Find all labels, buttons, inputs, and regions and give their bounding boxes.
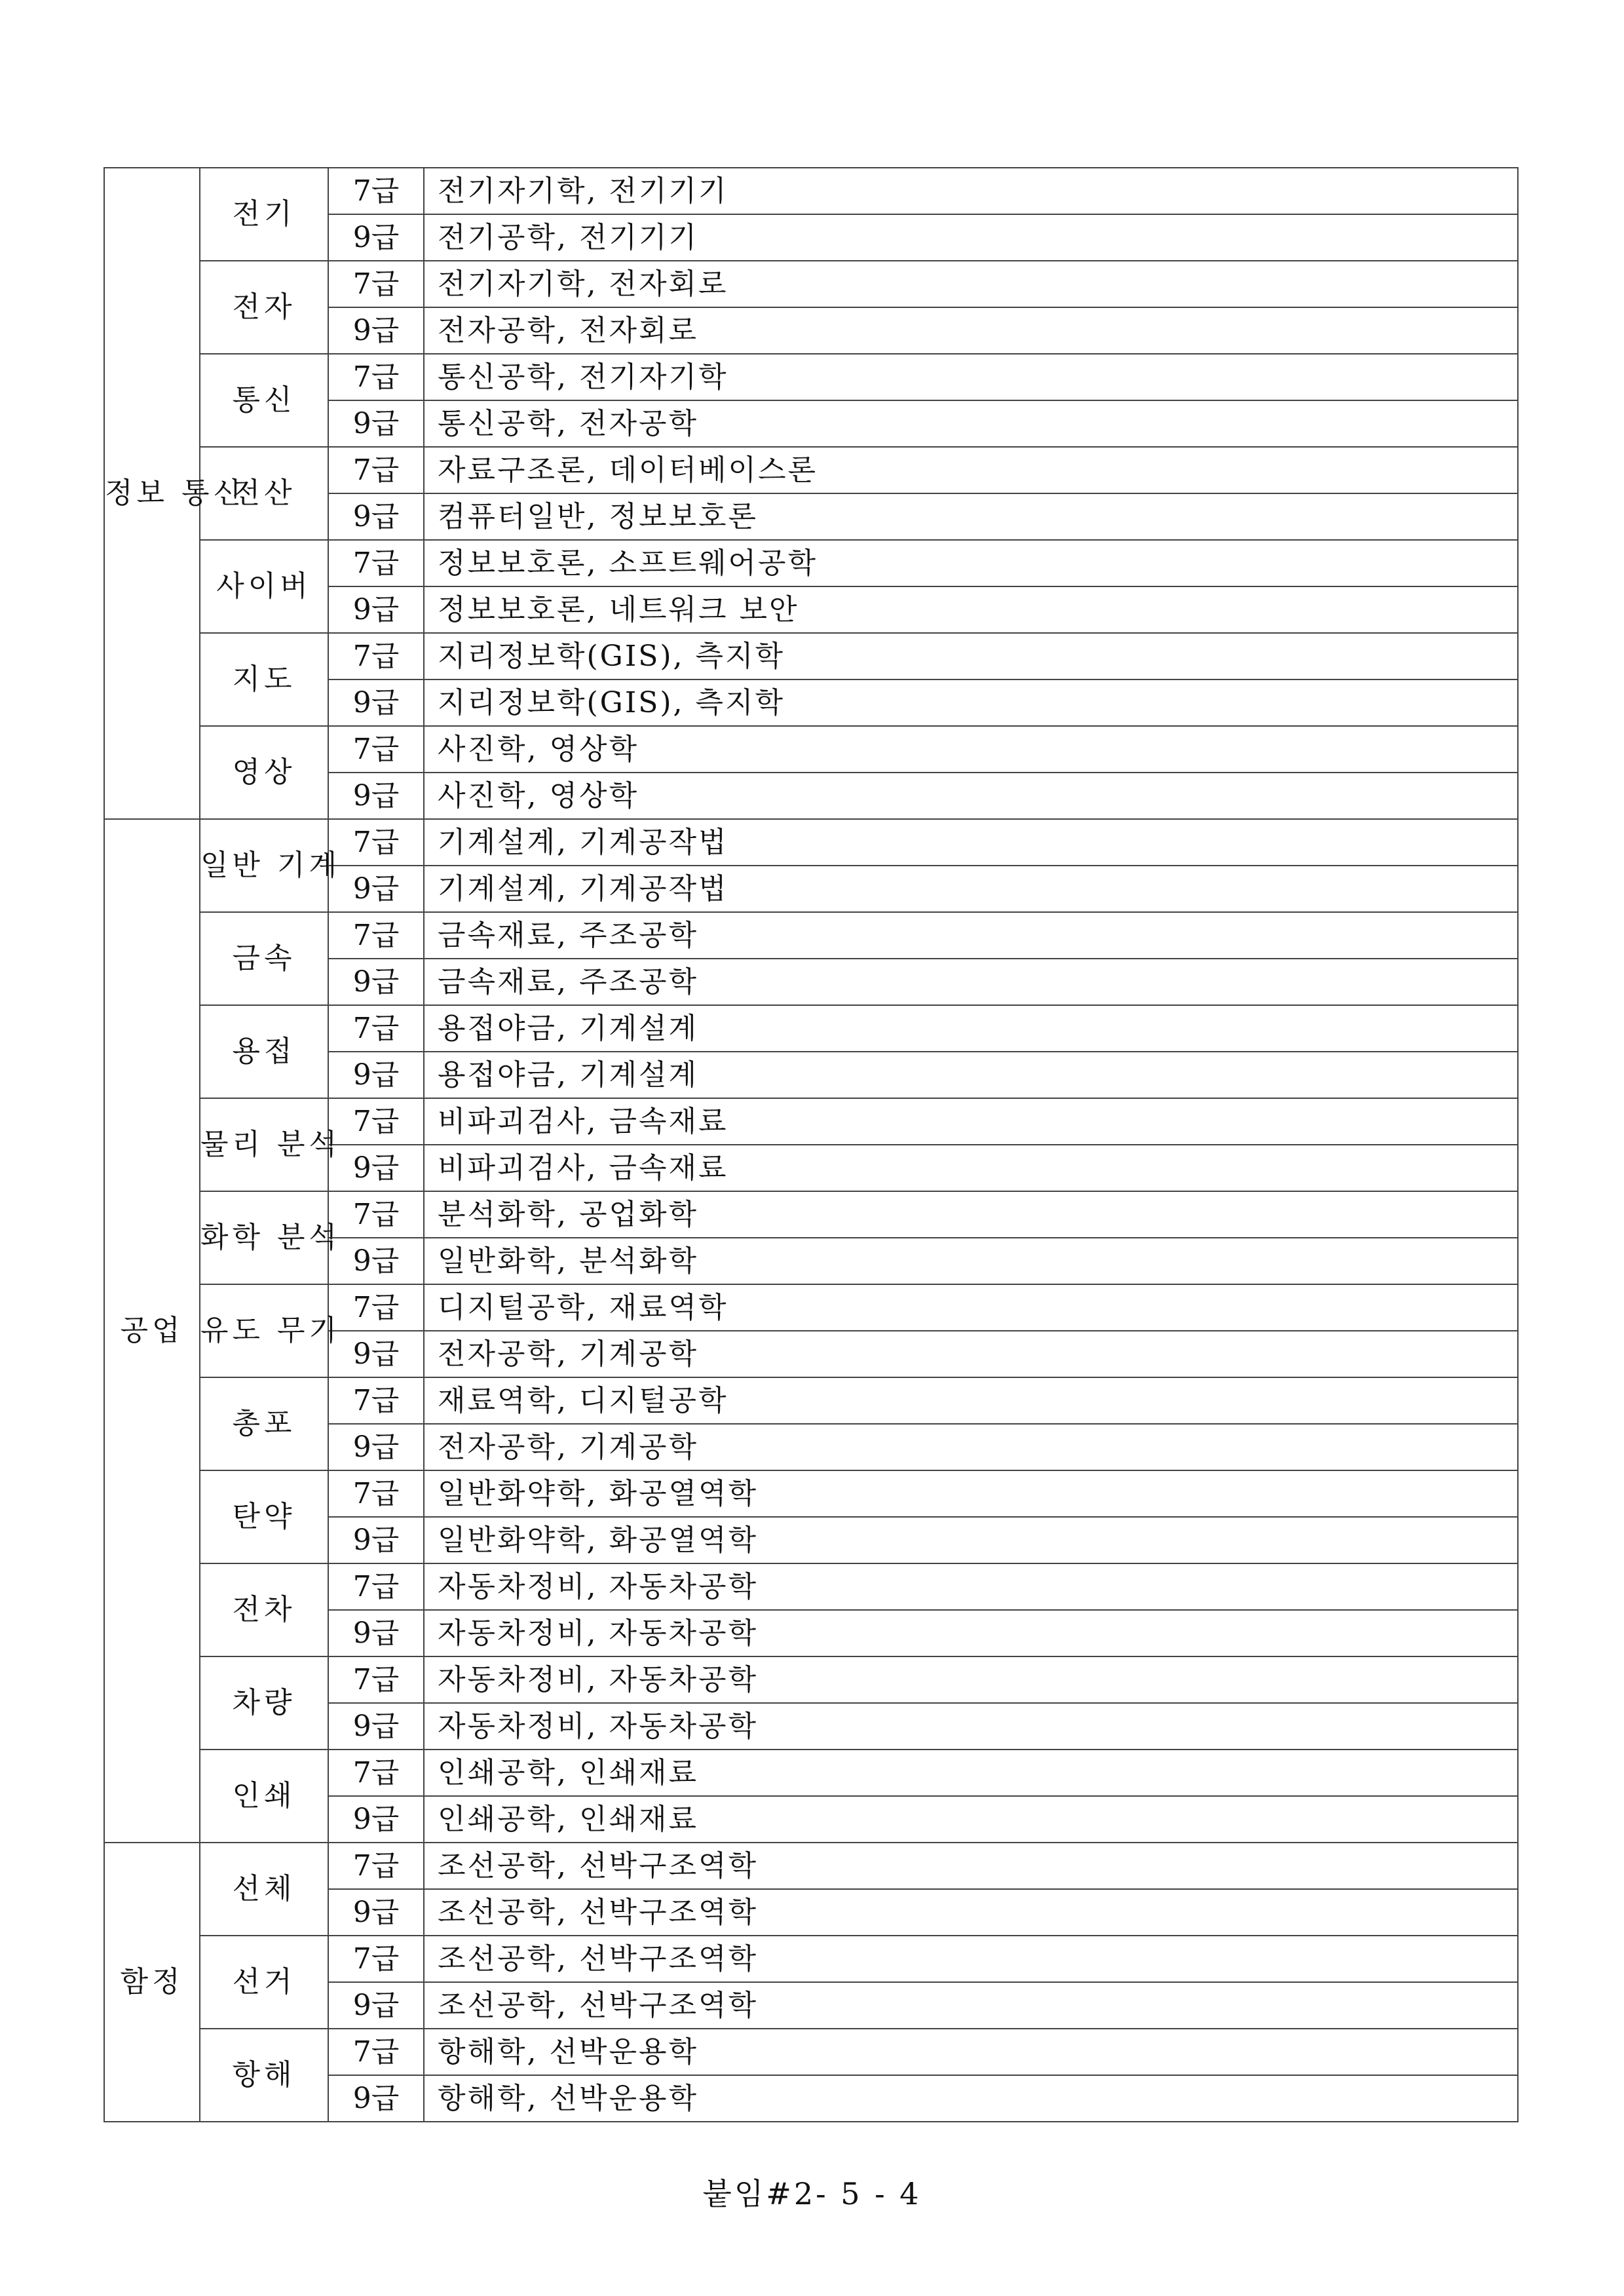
grade-cell: 7급 xyxy=(328,819,424,866)
grade-cell: 9급 xyxy=(328,959,424,1005)
table-row xyxy=(104,168,1518,214)
grade-cell: 9급 xyxy=(328,1052,424,1098)
grade-cell: 7급 xyxy=(328,912,424,959)
table-row xyxy=(104,540,1518,586)
grade-cell: 7급 xyxy=(328,1098,424,1145)
table-row xyxy=(104,912,1518,959)
field-cell: 전기 xyxy=(200,168,328,261)
subjects-cell: 용접야금, 기계설계 xyxy=(424,1005,1518,1052)
subjects-cell: 정보보호론, 네트워크 보안 xyxy=(424,586,1518,633)
grade-cell: 7급 xyxy=(328,1005,424,1052)
field-cell: 전산 xyxy=(200,447,328,540)
subjects-cell: 전기공학, 전기기기 xyxy=(424,214,1518,261)
grade-cell: 9급 xyxy=(328,307,424,354)
table-row xyxy=(104,1563,1518,1610)
field-cell: 선거 xyxy=(200,1936,328,2029)
grade-cell: 9급 xyxy=(328,1703,424,1750)
subjects-cell: 컴퓨터일반, 정보보호론 xyxy=(424,493,1518,540)
field-cell: 통신 xyxy=(200,354,328,447)
subjects-cell: 용접야금, 기계설계 xyxy=(424,1052,1518,1098)
subjects-cell: 사진학, 영상학 xyxy=(424,726,1518,773)
subjects-cell: 일반화약학, 화공열역학 xyxy=(424,1517,1518,1563)
category-cell: 함정 xyxy=(104,1843,200,2122)
table-row xyxy=(104,1005,1518,1052)
subjects-cell: 기계설계, 기계공작법 xyxy=(424,866,1518,912)
field-cell: 탄약 xyxy=(200,1470,328,1563)
grade-cell: 7급 xyxy=(328,726,424,773)
grade-cell: 7급 xyxy=(328,540,424,586)
field-cell: 총포 xyxy=(200,1377,328,1470)
grade-cell: 9급 xyxy=(328,214,424,261)
subjects-cell: 금속재료, 주조공학 xyxy=(424,959,1518,1005)
field-cell: 항해 xyxy=(200,2029,328,2122)
subjects-cell: 조선공학, 선박구조역학 xyxy=(424,1982,1518,2029)
grade-cell: 7급 xyxy=(328,1656,424,1703)
grade-cell: 7급 xyxy=(328,168,424,214)
table-row xyxy=(104,1470,1518,1517)
subjects-cell: 분석화학, 공업화학 xyxy=(424,1191,1518,1238)
grade-cell: 9급 xyxy=(328,1517,424,1563)
grade-cell: 9급 xyxy=(328,493,424,540)
field-cell: 인쇄 xyxy=(200,1750,328,1843)
field-cell: 사이버 xyxy=(200,540,328,633)
field-cell: 화학 분석 xyxy=(200,1191,328,1284)
subjects-cell: 조선공학, 선박구조역학 xyxy=(424,1889,1518,1936)
grade-cell: 9급 xyxy=(328,1424,424,1470)
grade-cell: 7급 xyxy=(328,1843,424,1889)
field-cell: 유도 무기 xyxy=(200,1284,328,1377)
grade-cell: 9급 xyxy=(328,1238,424,1284)
subjects-cell: 자동차정비, 자동차공학 xyxy=(424,1610,1518,1656)
grade-cell: 7급 xyxy=(328,1563,424,1610)
subjects-cell: 정보보호론, 소프트웨어공학 xyxy=(424,540,1518,586)
table-row xyxy=(104,447,1518,493)
subjects-cell: 인쇄공학, 인쇄재료 xyxy=(424,1750,1518,1796)
grade-cell: 7급 xyxy=(328,1191,424,1238)
field-cell: 선체 xyxy=(200,1843,328,1936)
subjects-cell: 지리정보학(GIS), 측지학 xyxy=(424,679,1518,726)
field-cell: 지도 xyxy=(200,633,328,726)
subjects-cell: 재료역학, 디지털공학 xyxy=(424,1377,1518,1424)
table-row xyxy=(104,633,1518,679)
field-cell: 금속 xyxy=(200,912,328,1005)
table-row xyxy=(104,1843,1518,1889)
grade-cell: 9급 xyxy=(328,1610,424,1656)
category-cell: 공업 xyxy=(104,819,200,1843)
subjects-cell: 조선공학, 선박구조역학 xyxy=(424,1843,1518,1889)
subjects-cell: 통신공학, 전기자기학 xyxy=(424,354,1518,400)
table-row xyxy=(104,1284,1518,1331)
grade-cell: 9급 xyxy=(328,1331,424,1377)
grade-cell: 9급 xyxy=(328,1889,424,1936)
subjects-cell: 자동차정비, 자동차공학 xyxy=(424,1563,1518,1610)
page-number: 붙임#2- 5 - 4 xyxy=(702,2176,922,2211)
field-cell: 일반 기계 xyxy=(200,819,328,912)
subjects-cell: 항해학, 선박운용학 xyxy=(424,2029,1518,2075)
table-row xyxy=(104,1750,1518,1796)
subjects-cell: 전자공학, 기계공학 xyxy=(424,1424,1518,1470)
subjects-cell: 자동차정비, 자동차공학 xyxy=(424,1703,1518,1750)
subjects-cell: 전자공학, 기계공학 xyxy=(424,1331,1518,1377)
table-body xyxy=(104,168,1518,2122)
table-row xyxy=(104,1656,1518,1703)
subjects-cell: 사진학, 영상학 xyxy=(424,773,1518,819)
grade-cell: 7급 xyxy=(328,261,424,307)
field-cell: 전자 xyxy=(200,261,328,354)
subject-table xyxy=(104,167,1519,2122)
field-cell: 차량 xyxy=(200,1656,328,1750)
subjects-cell: 전기자기학, 전기기기 xyxy=(424,168,1518,214)
table-row xyxy=(104,1377,1518,1424)
grade-cell: 7급 xyxy=(328,633,424,679)
table-row xyxy=(104,261,1518,307)
grade-cell: 7급 xyxy=(328,1377,424,1424)
field-cell: 용접 xyxy=(200,1005,328,1098)
grade-cell: 7급 xyxy=(328,1284,424,1331)
table-row xyxy=(104,354,1518,400)
grade-cell: 9급 xyxy=(328,2075,424,2122)
grade-cell: 7급 xyxy=(328,354,424,400)
subjects-cell: 일반화약학, 화공열역학 xyxy=(424,1470,1518,1517)
subjects-cell: 비파괴검사, 금속재료 xyxy=(424,1098,1518,1145)
subjects-cell: 전자공학, 전자회로 xyxy=(424,307,1518,354)
subjects-cell: 금속재료, 주조공학 xyxy=(424,912,1518,959)
table-row xyxy=(104,1936,1518,1982)
grade-cell: 9급 xyxy=(328,679,424,726)
subjects-cell: 일반화학, 분석화학 xyxy=(424,1238,1518,1284)
grade-cell: 9급 xyxy=(328,586,424,633)
subjects-cell: 기계설계, 기계공작법 xyxy=(424,819,1518,866)
subjects-cell: 자동차정비, 자동차공학 xyxy=(424,1656,1518,1703)
field-cell: 전차 xyxy=(200,1563,328,1656)
subjects-cell: 전기자기학, 전자회로 xyxy=(424,261,1518,307)
grade-cell: 7급 xyxy=(328,1750,424,1796)
grade-cell: 9급 xyxy=(328,1982,424,2029)
subjects-cell: 통신공학, 전자공학 xyxy=(424,400,1518,447)
subjects-cell: 항해학, 선박운용학 xyxy=(424,2075,1518,2122)
subjects-cell: 자료구조론, 데이터베이스론 xyxy=(424,447,1518,493)
table-row xyxy=(104,1191,1518,1238)
subjects-cell: 비파괴검사, 금속재료 xyxy=(424,1145,1518,1191)
table-row xyxy=(104,2029,1518,2075)
grade-cell: 9급 xyxy=(328,1145,424,1191)
subjects-cell: 디지털공학, 재료역학 xyxy=(424,1284,1518,1331)
grade-cell: 7급 xyxy=(328,1936,424,1982)
grade-cell: 7급 xyxy=(328,1470,424,1517)
grade-cell: 9급 xyxy=(328,866,424,912)
grade-cell: 9급 xyxy=(328,400,424,447)
table-row xyxy=(104,726,1518,773)
table-row xyxy=(104,819,1518,866)
grade-cell: 9급 xyxy=(328,773,424,819)
subjects-cell: 지리정보학(GIS), 측지학 xyxy=(424,633,1518,679)
grade-cell: 7급 xyxy=(328,2029,424,2075)
grade-cell: 7급 xyxy=(328,447,424,493)
table-row xyxy=(104,1098,1518,1145)
field-cell: 영상 xyxy=(200,726,328,819)
subjects-cell: 조선공학, 선박구조역학 xyxy=(424,1936,1518,1982)
category-cell: 정보 통신 xyxy=(104,168,200,819)
grade-cell: 9급 xyxy=(328,1796,424,1843)
subjects-cell: 인쇄공학, 인쇄재료 xyxy=(424,1796,1518,1843)
field-cell: 물리 분석 xyxy=(200,1098,328,1191)
